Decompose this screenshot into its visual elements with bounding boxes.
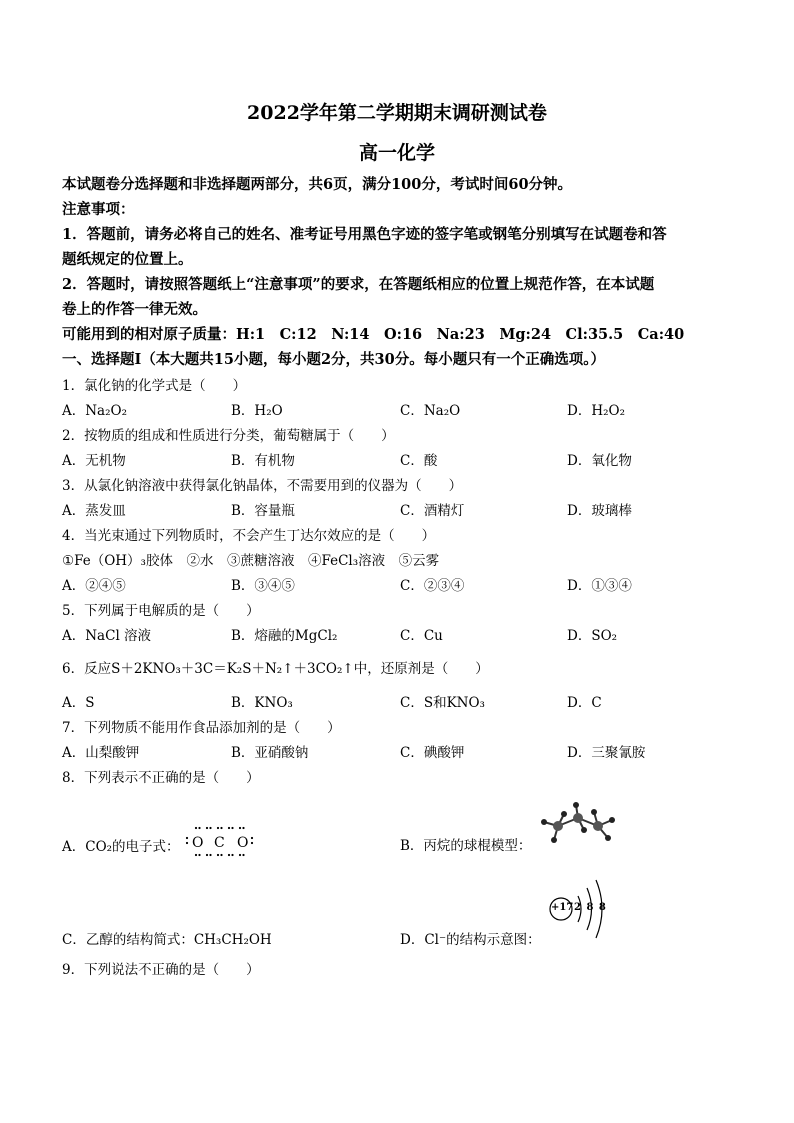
q8-option-b-label: B．丙烷的球棍模型： (400, 838, 532, 854)
chloride-structure-diagram (548, 876, 610, 944)
q7-option-c: C．碘酸钾 (400, 745, 465, 761)
q2-option-b: B．有机物 (231, 453, 295, 469)
q6-option-c: C．S和KNO₃ (400, 695, 485, 711)
q3-option-c: C．酒精灯 (400, 503, 465, 519)
q1-option-d: D．H₂O₂ (567, 403, 625, 419)
atomic-mass-line: 可能用到的相对原子质量：H:1 C:12 N:14 O:16 Na:23 Mg:24 Cl:35.5 Ca:40 (62, 326, 685, 343)
q3-option-b: B．容量瓶 (231, 503, 295, 519)
q4-option-b: B．③④⑤ (231, 578, 295, 594)
q1-option-a: A．Na₂O₂ (62, 403, 128, 419)
q6-stem (62, 657, 489, 677)
q4-option-c: C．②③④ (400, 578, 465, 594)
q3-option-d: D．玻璃棒 (567, 503, 632, 519)
q9-stem: 9．下列说法不正确的是（ ） (62, 962, 260, 978)
q1-stem: 1．氯化钠的化学式是（ ） (62, 378, 247, 394)
q8-option-d-suffix: 的结构示意图： (446, 932, 541, 948)
q2-stem: 2．按物质的组成和性质进行分类，葡萄糖属于（ ） (62, 428, 395, 444)
q3-stem: 3．从氯化钠溶液中获得氯化钠晶体，不需要用到的仪器为（ ） (62, 478, 463, 494)
q6-equation: S＋2KNO₃＋3C＝K₂S＋N₂↑＋3CO₂↑ (111, 661, 354, 677)
electron-atom-o-left: O (192, 835, 204, 851)
q8-option-a-label: A．CO₂的电子式： (62, 839, 180, 855)
q6-option-a: A．S (62, 695, 95, 711)
q8-option-d-prefix: D． (400, 932, 425, 948)
q2-option-d: D．氧化物 (567, 453, 632, 469)
exam-title: 2022学年第二学期期末调研测试卷 (247, 102, 547, 124)
q5-stem: 5．下列属于电解质的是（ ） (62, 603, 260, 619)
q7-option-a: A．山梨酸钾 (62, 745, 140, 761)
q6-option-d: D．C (567, 695, 602, 711)
propane-ball-stick-model (536, 800, 620, 852)
co2-electron-dot-structure (184, 824, 256, 860)
q2-option-a: A．无机物 (62, 453, 126, 469)
q1-option-b: B．H₂O (231, 403, 283, 419)
q4-option-d: D．①③④ (567, 578, 632, 594)
nucleus-charge: +17 (551, 902, 574, 913)
q5-option-a: A．NaCl 溶液 (62, 628, 152, 644)
q2-option-c: C．酸 (400, 453, 438, 469)
q6-option-b: B．KNO₃ (231, 695, 293, 711)
q5-option-b: B．熔融的MgCl₂ (231, 628, 338, 644)
q5-option-c: C．Cu (400, 628, 443, 644)
q8-option-d-label (400, 928, 541, 948)
electron-atom-c: C (214, 835, 225, 851)
q3-option-a: A．蒸发皿 (62, 503, 126, 519)
intro-text: 本试题卷分选择题和非选择题两部分，共6页，满分100分，考试时间60分钟。 (62, 176, 573, 193)
shell-electron-counts: 2 8 8 (574, 902, 607, 913)
notice-item-2-cont: 卷上的作答一律无效。 (62, 301, 207, 318)
electron-atom-o-right: O (237, 835, 249, 851)
q8-option-c: C．乙醇的结构简式：CH₃CH₂OH (62, 932, 272, 948)
q7-option-b: B．亚硝酸钠 (231, 745, 309, 761)
q4-stem: 4．当光束通过下列物质时，不会产生丁达尔效应的是（ ） (62, 528, 436, 544)
notice-item-1-cont: 题纸规定的位置上。 (62, 251, 193, 268)
notice-item-2: 2．答题时，请按照答题纸上“注意事项”的要求，在答题纸相应的位置上规范作答，在本试题 (62, 276, 655, 293)
q4-option-a: A．②④⑤ (62, 578, 126, 594)
q6-stem-prefix: 6．反应 (62, 661, 112, 677)
q7-stem: 7．下列物质不能用作食品添加剂的是（ ） (62, 720, 341, 736)
notice-heading: 注意事项： (62, 201, 135, 218)
q5-option-d: D．SO₂ (567, 628, 618, 644)
q7-option-d: D．三聚氰胺 (567, 745, 646, 761)
q6-stem-suffix: 中，还原剂是（ ） (353, 661, 489, 677)
q4-items: ①Fe（OH）₃胶体 ②水 ③蔗糖溶液 ④FeCl₃溶液 ⑤云雾 (62, 553, 440, 569)
section-heading: 一、选择题Ⅰ（本大题共15小题，每小题2分，共30分。每小题只有一个正确选项。） (62, 351, 605, 368)
q8-stem: 8．下列表示不正确的是（ ） (62, 770, 260, 786)
chloride-ion-symbol: Cl⁻ (424, 932, 447, 948)
subject-title: 高一化学 (358, 142, 435, 164)
notice-item-1: 1．答题前，请务必将自己的姓名、准考证号用黑色字迹的签字笔或钢笔分别填写在试题卷和答 (62, 226, 667, 243)
q1-option-c: C．Na₂O (400, 403, 461, 419)
